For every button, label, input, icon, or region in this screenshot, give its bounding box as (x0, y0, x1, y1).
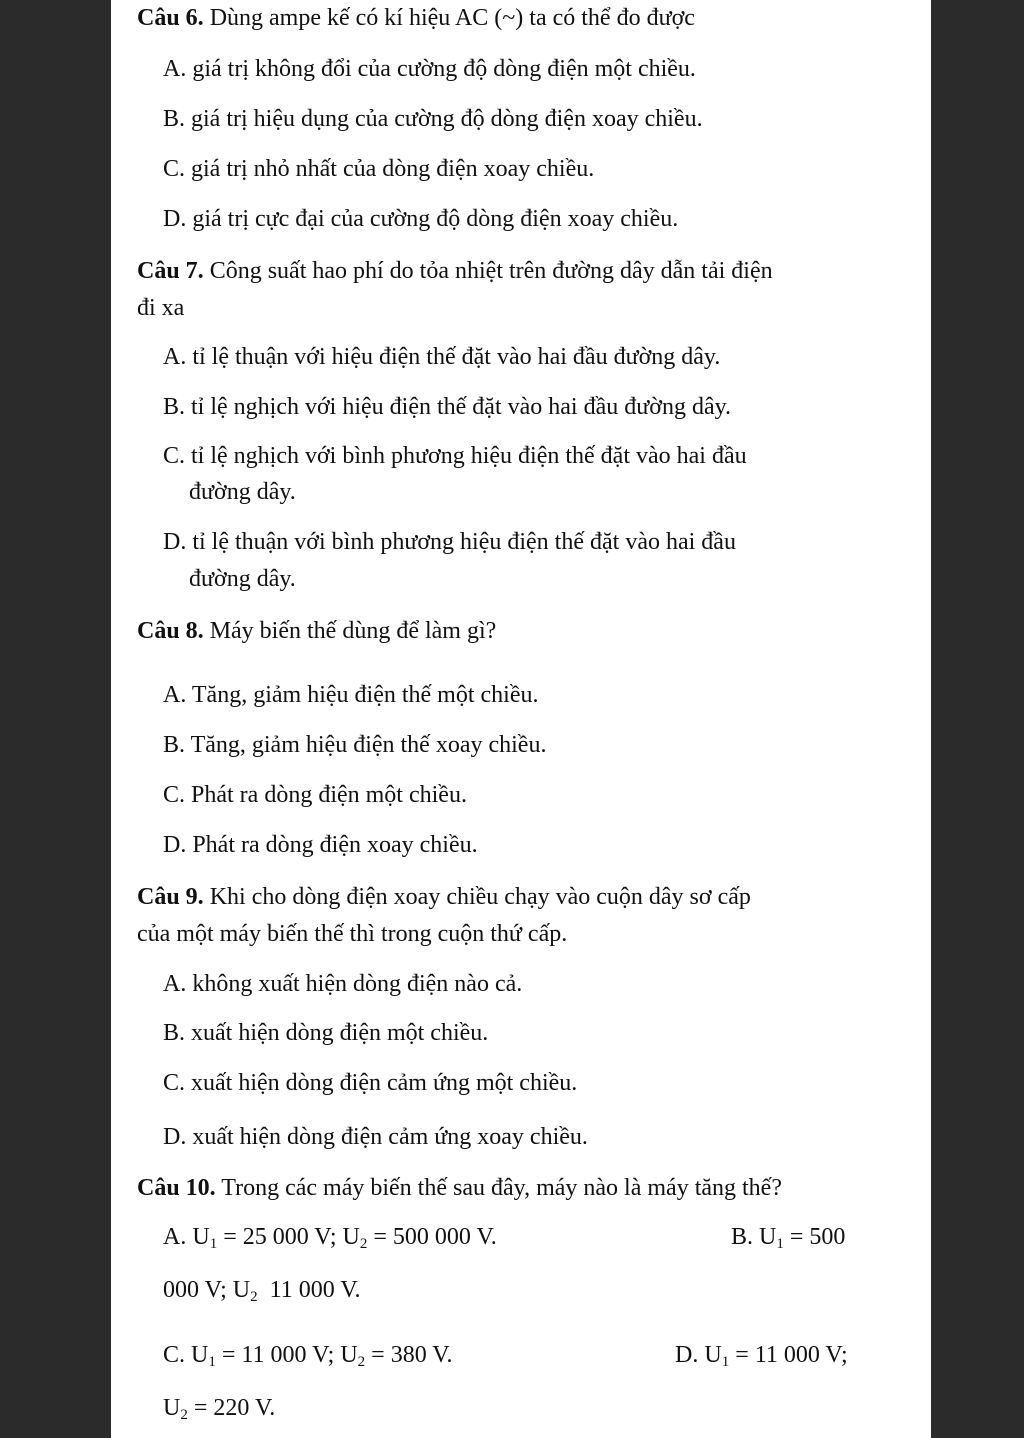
question-text-line1: Công suất hao phí do tỏa nhiệt trên đường dây dẫn tải điện (209, 258, 773, 284)
option-c: C. $U_1 = 11$ 000 V; $U_2 = 380$ V. (163, 1342, 453, 1370)
question-10 (137, 1170, 907, 1206)
option-a: A. tỉ lệ thuận với hiệu điện thế đặt vào hai đầu đường dây. (163, 344, 721, 370)
question-number: Câu 10. (137, 1175, 216, 1201)
option-d: D. xuất hiện dòng điện cảm ứng xoay chiều. (163, 1124, 588, 1150)
option-d: D. tỉ lệ thuận với bình phương hiệu điện thế đặt vào hai đầu (163, 529, 736, 555)
option-b-continued: 000 V; $U_2$ 11 000 V. (163, 1277, 361, 1305)
question-9-line2: của một máy biến thế thì trong cuộn thứ cấp. (137, 921, 568, 947)
option-c: C. Phát ra dòng điện một chiều. (163, 782, 467, 808)
option-c: C. xuất hiện dòng điện cảm ứng một chiều. (163, 1070, 578, 1096)
option-a: A. Tăng, giảm hiệu điện thế một chiều. (163, 682, 539, 708)
question-text: Dùng ampe kế có kí hiệu AC (~) ta có thể đo được (209, 5, 695, 31)
option-b: B. tỉ lệ nghịch với hiệu điện thế đặt vào hai đầu đường dây. (163, 394, 732, 420)
option-d: D. Phát ra dòng điện xoay chiều. (163, 832, 478, 858)
option-a: A. $U_1 = 25$ 000 V; $U_2 = 500$ 000 V. (163, 1224, 497, 1252)
question-9 (137, 879, 907, 915)
option-c: C. tỉ lệ nghịch với bình phương hiệu điện thế đặt vào hai đầu (163, 443, 747, 469)
question-6 (137, 0, 907, 36)
option-b: B. giá trị hiệu dụng của cường độ dòng điện xoay chiều. (163, 106, 703, 132)
option-b: B. $U_1 = 500$ (731, 1224, 846, 1252)
option-d-continued: đường dây. (189, 566, 296, 592)
question-8 (137, 613, 907, 649)
question-number: Câu 9. (137, 884, 204, 910)
question-7-line2: đi xa (137, 295, 185, 321)
question-text-line1: Khi cho dòng điện xoay chiều chạy vào cuộn dây sơ cấp (209, 884, 751, 910)
option-d: D. giá trị cực đại của cường độ dòng điện xoay chiều. (163, 206, 679, 232)
question-text: Máy biến thế dùng để làm gì? (209, 618, 497, 644)
option-b: B. xuất hiện dòng điện một chiều. (163, 1020, 489, 1046)
option-c: C. giá trị nhỏ nhất của dòng điện xoay chiều. (163, 156, 595, 182)
option-b: B. Tăng, giảm hiệu điện thế xoay chiều. (163, 732, 547, 758)
question-number: Câu 8. (137, 618, 204, 644)
option-a: A. không xuất hiện dòng điện nào cả. (163, 971, 523, 997)
question-7 (137, 253, 907, 289)
option-a: A. giá trị không đổi của cường độ dòng điện một chiều. (163, 56, 696, 82)
option-d: D. $U_1 = 11$ 000 V; (675, 1342, 848, 1370)
option-c-continued: đường dây. (189, 479, 296, 505)
option-d-continued: $U_2 = 220$ V. (163, 1395, 276, 1423)
question-number: Câu 6. (137, 5, 204, 31)
question-text: Trong các máy biến thế sau đây, máy nào là máy tăng thế? (221, 1175, 782, 1201)
question-number: Câu 7. (137, 258, 204, 284)
